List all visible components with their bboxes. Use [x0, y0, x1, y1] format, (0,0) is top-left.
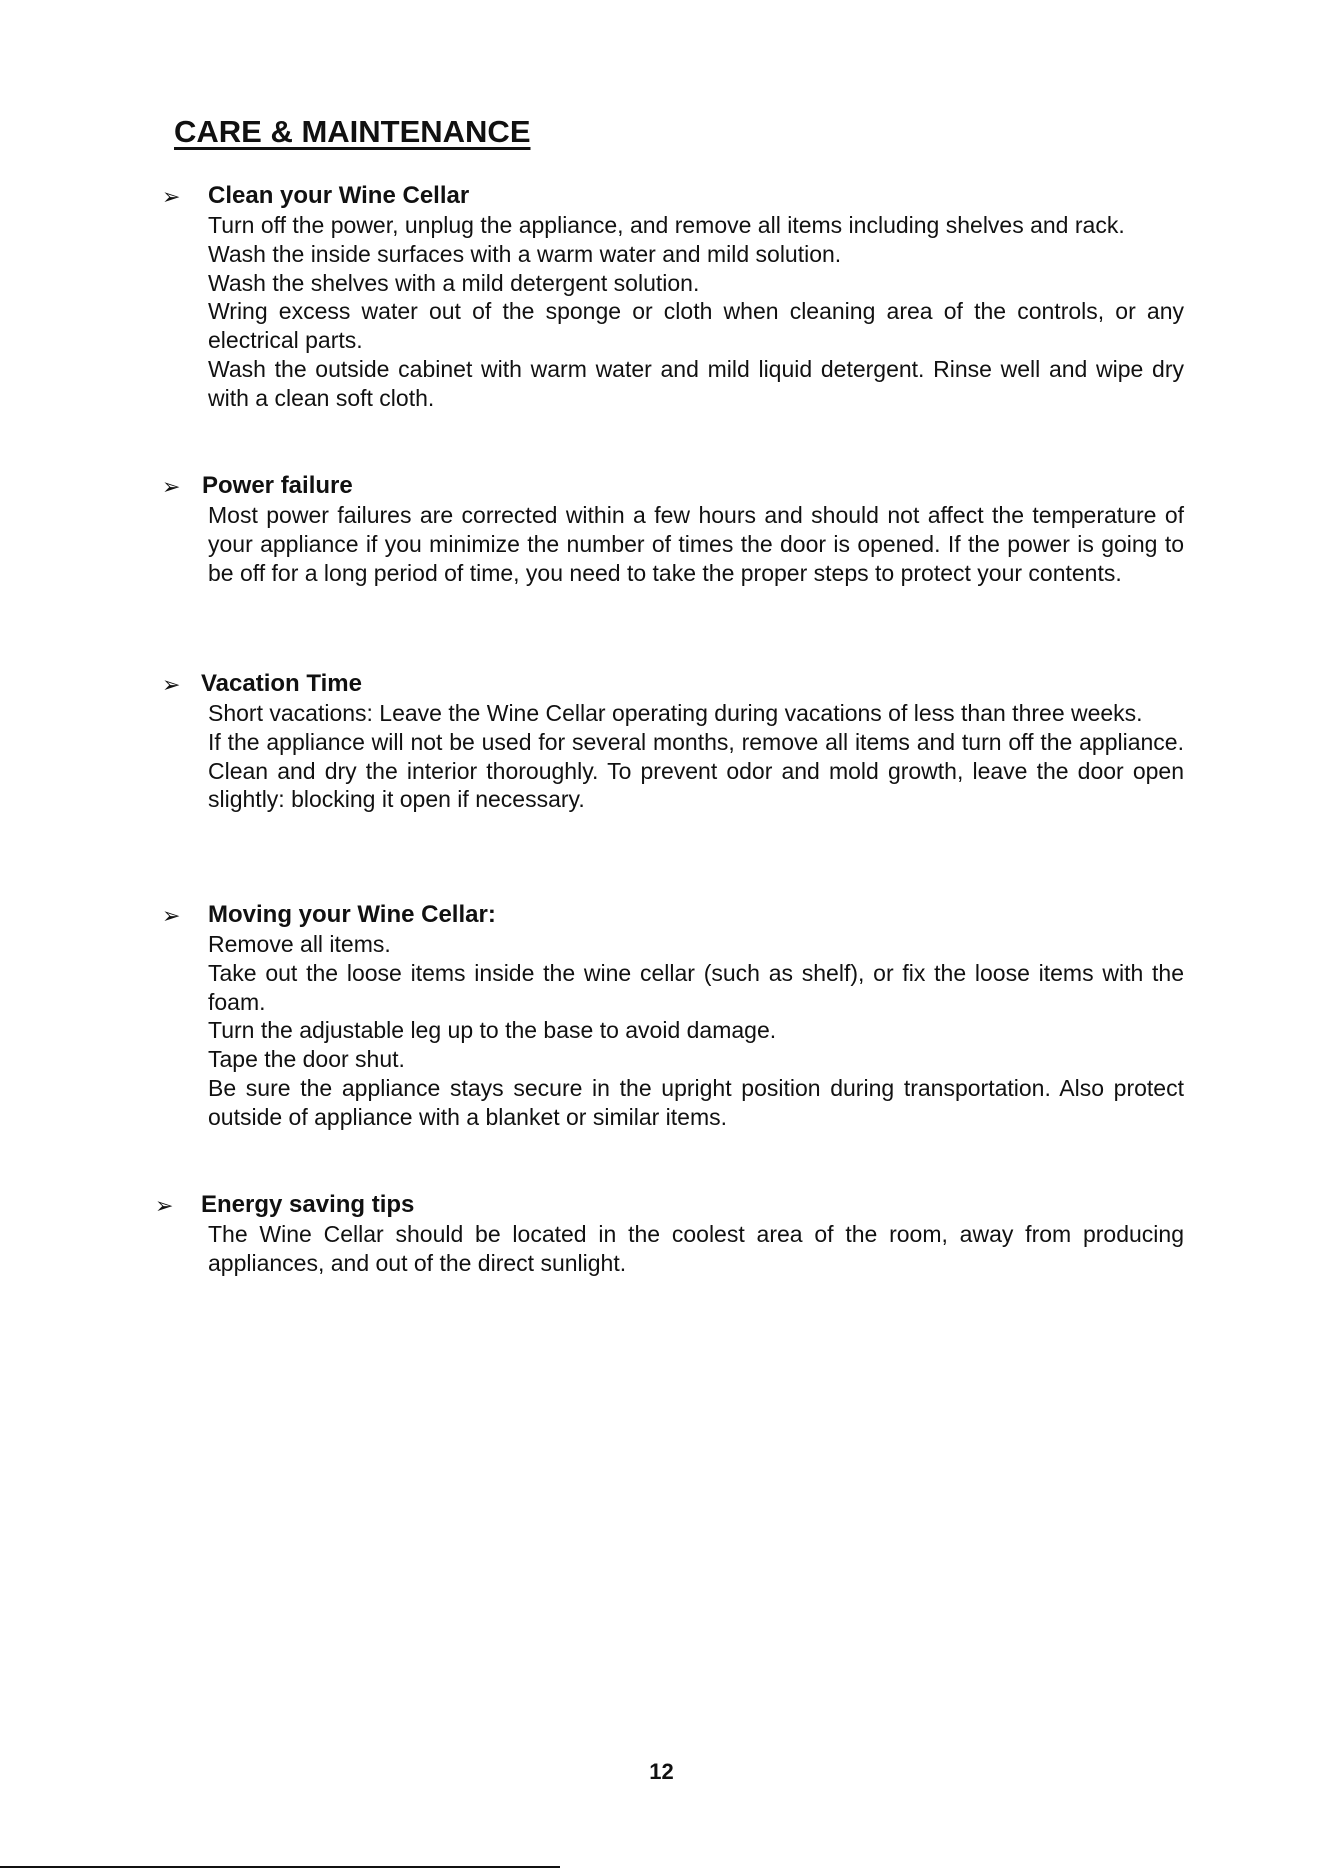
paragraph: Short vacations: Leave the Wine Cellar operating during vacations of less than three weeks. [208, 700, 1143, 726]
arrow-bullet-icon: ➢ [155, 1193, 174, 1218]
paragraph: Be sure the appliance stays secure in the upright position during transportation. Also protect outside of appliance with a blanket or similar items. [208, 1074, 1184, 1130]
paragraph: Turn the adjustable leg up to the base to avoid damage. [208, 1017, 777, 1044]
section-body [208, 699, 1184, 814]
section-heading: Energy saving tips [201, 1191, 415, 1218]
section-body [208, 501, 1184, 587]
section-heading: Vacation Time [201, 670, 362, 697]
paragraph: Wring excess water out of the sponge or cloth when cleaning area of the controls, or any electrical parts. [208, 298, 1184, 354]
arrow-bullet-icon: ➢ [162, 672, 181, 697]
paragraph: Turn off the power, unplug the appliance, and remove all items including shelves and rack. [208, 212, 1125, 238]
arrow-bullet-icon: ➢ [162, 903, 181, 928]
paragraph: Take out the loose items inside the wine cellar (such as shelf), or fix the loose items with the foam. [208, 959, 1184, 1015]
footer-rule [0, 1866, 560, 1868]
arrow-bullet-icon: ➢ [162, 184, 181, 209]
section-body [208, 1220, 1184, 1278]
page-number: 12 [649, 1759, 674, 1784]
section-body [208, 211, 1184, 413]
paragraph: The Wine Cellar should be located in the coolest area of the room, away from producing appliances, and out of the direct sunlight. [208, 1221, 1184, 1276]
paragraph: Most power failures are corrected within a few hours and should not affect the temperature of your appliance if you minimize the number of times the door is opened. If the power is going to be off for a long period of time, you need to take the proper steps to protect your contents. [208, 502, 1184, 586]
paragraph: Tape the door shut. [208, 1046, 405, 1073]
paragraph: Wash the shelves with a mild detergent solution. [208, 269, 700, 296]
paragraph: Wash the inside surfaces with a warm water and mild solution. [208, 240, 842, 267]
section-heading: Moving your Wine Cellar: [208, 901, 496, 928]
section-heading: Power failure [202, 472, 353, 499]
section-body [208, 930, 1184, 1132]
paragraph: Wash the outside cabinet with warm water and mild liquid detergent. Rinse well and wipe dry with a clean soft cloth. [208, 355, 1184, 411]
paragraph: If the appliance will not be used for several months, remove all items and turn off the appliance. Clean and dry the interior thoroughly. To prevent odor and mold growth, leave the door open slightly: blocking it open if necessary. [208, 728, 1184, 813]
arrow-bullet-icon: ➢ [162, 474, 181, 499]
paragraph: Remove all items. [208, 931, 391, 957]
section-heading: Clean your Wine Cellar [208, 182, 470, 209]
page-title: CARE & MAINTENANCE [174, 114, 531, 149]
